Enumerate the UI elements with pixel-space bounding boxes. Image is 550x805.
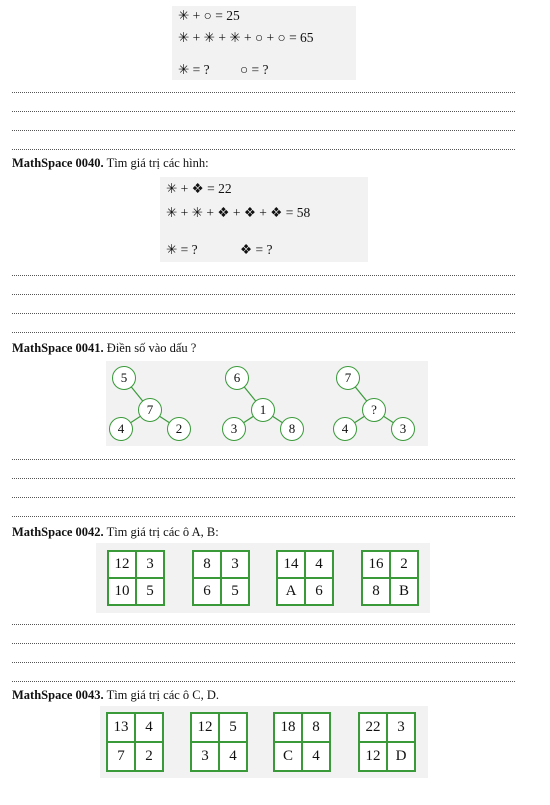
grid-cell: C [274,742,302,771]
grid-cell: 3 [136,551,164,578]
number-circle-center: 1 [251,398,275,422]
grid-cell: 18 [274,713,302,742]
grid-cell: 13 [107,713,135,742]
grid-cell: 8 [302,713,330,742]
number-circle-left: 4 [333,417,357,441]
grid-cell: B [390,578,418,605]
grid-cell: 6 [305,578,333,605]
grid-cell: 5 [221,578,249,605]
equation-line: ✳ + ✳ + ❖ + ❖ + ❖ = 58 [166,205,311,220]
grid-cell: 8 [362,578,390,605]
grid-cell: 12 [108,551,136,578]
answer-line [12,497,515,498]
number-grid [273,712,331,772]
grid-cell: 3 [221,551,249,578]
grid-cell: 5 [219,713,247,742]
question-label: MathSpace 0042. [12,525,104,539]
grid-cell: 22 [359,713,387,742]
number-grid [276,550,334,606]
question-heading-0042 [12,525,219,540]
grid-cell: 4 [302,742,330,771]
equation-line: ✳ = ? [166,242,198,257]
answer-line [12,516,515,517]
number-circle-center: ? [362,398,386,422]
question-heading-0043 [12,688,219,703]
grid-cell: 7 [107,742,135,771]
equation-line: ✳ + ❖ = 22 [166,181,232,196]
grid-cell: 12 [191,713,219,742]
grid-cell: 3 [387,713,415,742]
equation-line: ✳ = ? [178,62,210,77]
number-circle-left: 3 [222,417,246,441]
grid-cell: 2 [390,551,418,578]
number-circle-center: 7 [138,398,162,422]
grid-cell: 4 [135,713,163,742]
number-grid [361,550,419,606]
grid-cell: 8 [193,551,221,578]
grid-cell: 12 [359,742,387,771]
grid-cell: 4 [219,742,247,771]
grid-cell: 3 [191,742,219,771]
question-text: Tìm giá trị các hình: [103,156,209,170]
answer-line [12,662,515,663]
number-circle-top: 6 [225,366,249,390]
number-circle-left: 4 [109,417,133,441]
number-circle-top: 7 [336,366,360,390]
number-circle-right: 3 [391,417,415,441]
answer-line [12,478,515,479]
number-grid [190,712,248,772]
grid-cell: D [387,742,415,771]
equation-line: ❖ = ? [240,242,273,257]
answer-line [12,459,515,460]
number-circle-right: 2 [167,417,191,441]
grid-cell: 14 [277,551,305,578]
number-circle-right: 8 [280,417,304,441]
question-text: Tìm giá trị các ô C, D. [103,688,220,702]
question-text: Điền số vào dấu ? [103,341,197,355]
answer-line [12,624,515,625]
number-grid [192,550,250,606]
equation-line: ○ = ? [240,62,269,77]
question-label: MathSpace 0040. [12,156,104,170]
grid-cell: 6 [193,578,221,605]
grid-cell: 10 [108,578,136,605]
number-grid [107,550,165,606]
question-label: MathSpace 0041. [12,341,104,355]
equation-line: ✳ + ○ = 25 [178,8,240,23]
grid-cell: 5 [136,578,164,605]
answer-line [12,643,515,644]
question-text: Tìm giá trị các ô A, B: [103,525,219,539]
grid-cell: 2 [135,742,163,771]
question-label: MathSpace 0043. [12,688,104,702]
grid-cell: A [277,578,305,605]
grid-cell: 4 [305,551,333,578]
answer-line [12,681,515,682]
number-circle-top: 5 [112,366,136,390]
number-grid [106,712,164,772]
equation-line: ✳ + ✳ + ✳ + ○ + ○ = 65 [178,30,314,45]
number-grid [358,712,416,772]
grid-cell: 16 [362,551,390,578]
